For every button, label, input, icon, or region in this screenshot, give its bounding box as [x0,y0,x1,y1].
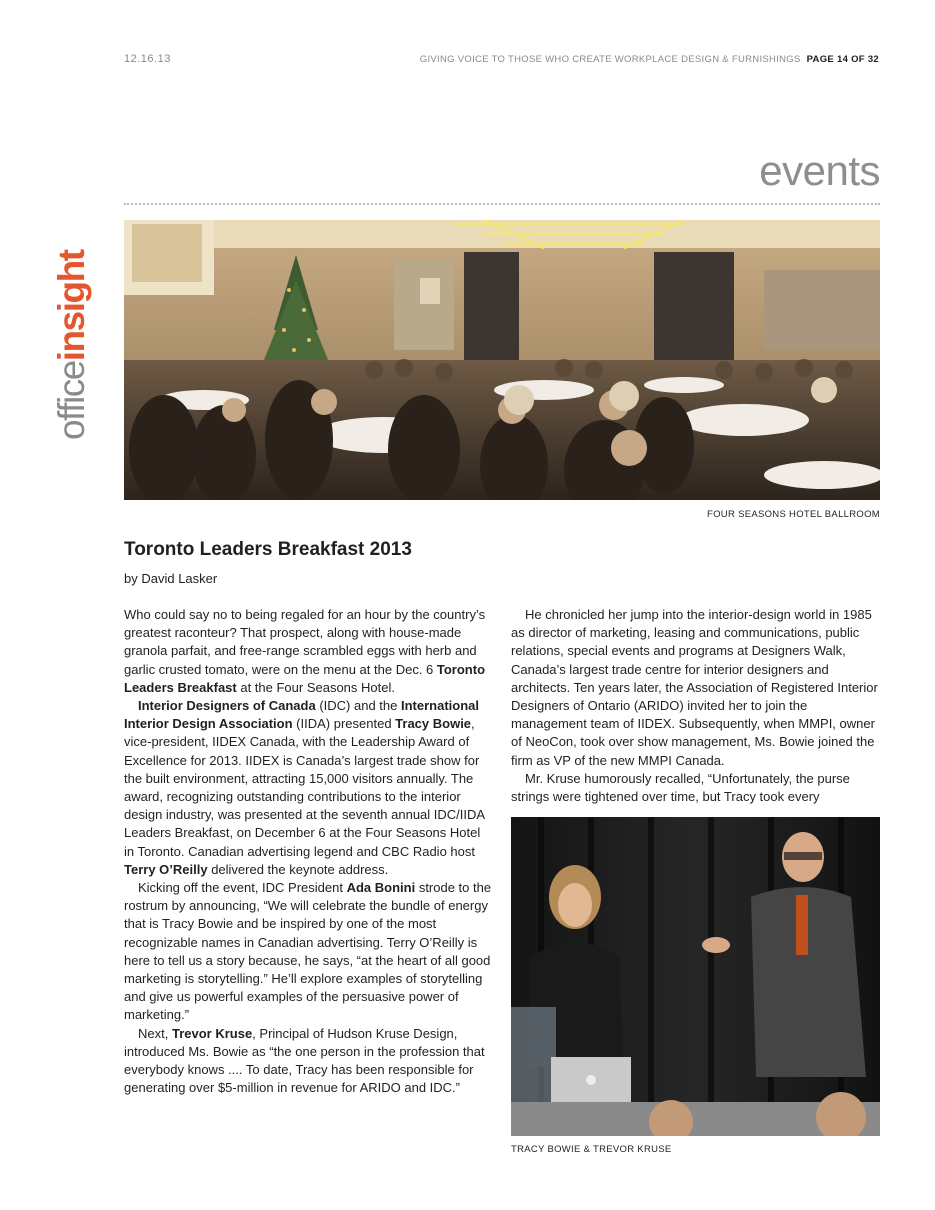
paragraph: Kicking off the event, IDC President Ada Bonini strode to the rostrum by announcing, “We will celebrate the bundle of energy that is Tracy Bowie and be inspired by one of the most recognizable names in Canadian advertising. Terry O’Reilly is here to tell us a story because, he says, “at the heart of all good marketing is storytelling.” He’ll explore examples of storytelling and give us powerful examples of the persuasive power of marketing.” [124,880,492,1023]
logo-office: office [51,361,92,440]
dotted-divider [124,203,880,205]
article-byline: by David Lasker [124,571,218,586]
logo-insight: insight [51,250,92,362]
header-tagline [420,54,879,65]
paragraph: Next, Trevor Kruse, Principal of Hudson Kruse Design, introduced Ms. Bowie as “the one person in the profession that everybody knows .... To date, Tracy has been responsible for generating over $5-million in revenue for ARIDO and IDC.” [124,1025,485,1096]
paragraph: Who could say no to being regaled for an hour by the country’s greatest raconteur? That prospect, along with house-made granola parfait, and free-range scrambled eggs with herb and garlic crusted tomato, were on the menu at the Dec. 6 Toronto Leaders Breakfast at the Four Seasons Hotel. [124,607,486,695]
article-title: Toronto Leaders Breakfast 2013 [124,539,412,560]
publication-logo [51,210,92,440]
section-title: events [759,147,880,194]
page-number: PAGE 14 OF 32 [806,54,879,65]
issue-date: 12.16.13 [124,53,171,65]
ballroom-caption: FOUR SEASONS HOTEL BALLROOM [707,509,880,520]
article-column-right [511,606,880,806]
article-column-left [124,606,492,1097]
tagline-text: GIVING VOICE TO THOSE WHO CREATE WORKPLACE DESIGN & FURNISHINGS [419,54,801,65]
speakers-photo [511,817,880,1136]
ballroom-photo [124,220,880,500]
paragraph: Mr. Kruse humorously recalled, “Unfortunately, the purse strings were tightened over time, but Tracy took every [511,770,850,805]
paragraph: He chronicled her jump into the interior-design world in 1985 as director of marketing, leasing and communications, public relations, special events and programs at Designers Walk, Canada’s largest trade centre for interior designers and architects. Ten years later, the Association of Registered Interior Designers of Ontario (ARIDO) invited her to join the management team of IIDEX. Subsequently, when MMPI, owner of NeoCon, took over show management, Ms. Bowie joined the firm as VP of the new MMPI Canada. [511,607,878,768]
paragraph: Interior Designers of Canada (IDC) and the International Interior Design Association (IIDA) presented Tracy Bowie, vice-president, IIDEX Canada, with the Leadership Award of Excellence for 2013. IIDEX is Canada’s largest trade show for the built environment, attracting 15,000 visitors annually. The award, recognizing outstanding contributions to the interior design industry, was presented at the seventh annual IDC/IIDA Leaders Breakfast, on December 6 at the Four Seasons Hotel in Toronto. Canadian advertising legend and CBC Radio host Terry O’Reilly delivered the keynote address. [124,698,485,877]
speakers-caption: TRACY BOWIE & TREVOR KRUSE [511,1144,672,1155]
